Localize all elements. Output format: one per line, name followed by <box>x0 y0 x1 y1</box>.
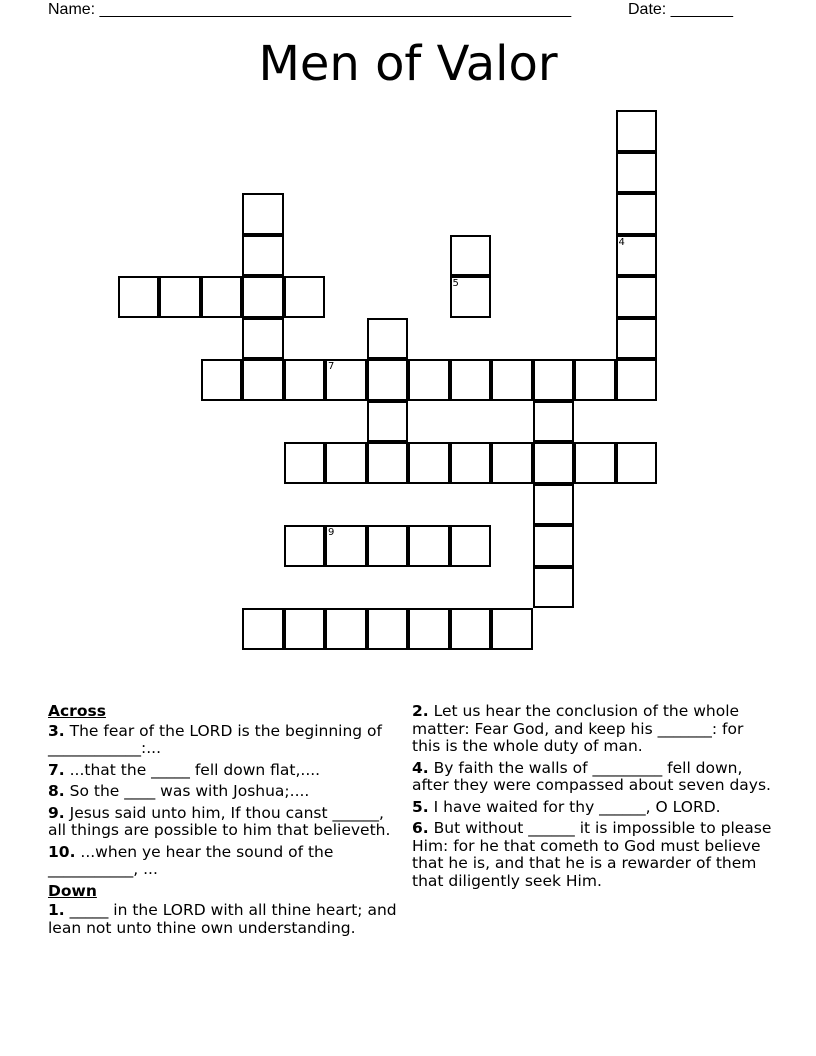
down-clue-1 <box>48 902 398 937</box>
grid-cell[interactable] <box>284 359 326 401</box>
grid-cell[interactable] <box>325 608 367 650</box>
grid-cell[interactable] <box>616 359 658 401</box>
clue-text: The fear of the LORD is the beginning of ____________:... <box>48 721 382 757</box>
clue-number: 5. <box>412 797 429 816</box>
grid-cell[interactable] <box>367 525 409 567</box>
grid-cell[interactable] <box>367 608 409 650</box>
grid-cell[interactable] <box>242 276 284 318</box>
across-heading: Across <box>48 702 106 720</box>
clue-text: ...when ye hear the sound of the ___________, ... <box>48 842 334 878</box>
grid-cell[interactable] <box>242 608 284 650</box>
date-label: Date: <box>628 1 667 18</box>
cell-number: 9 <box>328 527 335 538</box>
across-clue-8 <box>48 783 398 801</box>
clue-number: 6. <box>412 819 429 837</box>
grid-cell[interactable] <box>408 525 450 567</box>
across-clue-9 <box>48 805 398 840</box>
grid-cell[interactable] <box>367 359 409 401</box>
grid-cell[interactable] <box>450 235 492 277</box>
grid-cell[interactable] <box>201 359 243 401</box>
clue-number: 2. <box>412 702 429 720</box>
clue-text: Let us hear the conclusion of the whole matter: Fear God, and keep his _______: for this is the whole duty of man. <box>412 702 744 755</box>
clues-left-column <box>48 703 398 941</box>
grid-cell[interactable] <box>533 359 575 401</box>
date-line: _______ <box>670 1 733 18</box>
grid-cell[interactable] <box>574 442 616 484</box>
grid-cell[interactable] <box>284 608 326 650</box>
grid-cell[interactable] <box>616 276 658 318</box>
grid-cell[interactable] <box>491 359 533 401</box>
across-clue-list <box>48 723 398 879</box>
clue-text: So the ____ was with Joshua;.... <box>69 782 310 800</box>
name-line: _____________________________________________________ <box>99 1 572 18</box>
grid-cell[interactable] <box>491 608 533 650</box>
clue-number: 8. <box>48 782 65 800</box>
clue-number: 10. <box>48 842 76 861</box>
grid-cell[interactable] <box>616 442 658 484</box>
grid-cell[interactable] <box>325 442 367 484</box>
down-clue-6 <box>412 820 772 890</box>
grid-cell[interactable] <box>408 608 450 650</box>
grid-cell[interactable] <box>450 525 492 567</box>
grid-cell[interactable] <box>533 484 575 526</box>
down-clue-4 <box>412 760 772 795</box>
clue-number: 1. <box>48 901 65 919</box>
clue-text: By faith the walls of _________ fell down, after they were compassed about seven days. <box>412 758 771 794</box>
grid-cell[interactable] <box>616 152 658 194</box>
grid-cell[interactable] <box>159 276 201 318</box>
grid-cell[interactable] <box>201 276 243 318</box>
grid-cell[interactable] <box>491 442 533 484</box>
grid-cell[interactable] <box>408 359 450 401</box>
grid-cell[interactable] <box>284 276 326 318</box>
grid-cell[interactable] <box>367 318 409 360</box>
cell-number: 4 <box>618 236 625 248</box>
clue-number: 7. <box>48 760 65 779</box>
grid-cell[interactable] <box>242 235 284 277</box>
clue-text: I have waited for thy ______, O LORD. <box>433 797 721 816</box>
grid-cell[interactable] <box>118 276 160 318</box>
grid-cell[interactable] <box>574 359 616 401</box>
grid-cell[interactable] <box>284 442 326 484</box>
clue-text: _____ in the LORD with all thine heart; and lean not unto thine own understanding. <box>48 901 397 937</box>
grid-cell[interactable] <box>325 525 367 567</box>
grid-cell[interactable] <box>242 318 284 360</box>
across-clue-7 <box>48 762 398 780</box>
page-title: Men of Valor <box>258 36 558 92</box>
name-label: Name: <box>48 1 96 18</box>
clue-text: Jesus said unto him, If thou canst ______, all things are possible to him that believeth. <box>48 803 391 839</box>
grid-cell[interactable] <box>367 401 409 443</box>
grid-cell[interactable] <box>533 525 575 567</box>
down-heading: Down <box>48 881 97 900</box>
grid-cell[interactable] <box>367 442 409 484</box>
grid-cell[interactable] <box>408 442 450 484</box>
grid-cell[interactable] <box>616 235 658 277</box>
grid-cell[interactable] <box>616 193 658 235</box>
grid-cell[interactable] <box>450 608 492 650</box>
across-clue-3 <box>48 723 398 758</box>
down-clue-5 <box>412 799 772 817</box>
cell-number: 5 <box>452 278 459 289</box>
grid-cell[interactable] <box>533 567 575 609</box>
cell-number: 7 <box>328 361 335 372</box>
grid-cell[interactable] <box>533 401 575 443</box>
grid-cell[interactable] <box>533 442 575 484</box>
grid-cell[interactable] <box>284 525 326 567</box>
grid-cell[interactable] <box>450 442 492 484</box>
clue-number: 4. <box>412 758 429 777</box>
down-clue-2 <box>412 703 772 756</box>
clue-number: 3. <box>48 721 65 740</box>
clues-right-column <box>412 703 772 894</box>
grid-cell[interactable] <box>242 193 284 235</box>
grid-cell[interactable] <box>450 359 492 401</box>
grid-cell[interactable] <box>450 276 492 318</box>
across-clue-10 <box>48 844 398 879</box>
clue-number: 9. <box>48 803 65 822</box>
clue-text: ...that the _____ fell down flat,.... <box>69 760 321 779</box>
grid-cell[interactable] <box>242 359 284 401</box>
grid-cell[interactable] <box>616 110 658 152</box>
grid-cell[interactable] <box>325 359 367 401</box>
grid-cell[interactable] <box>616 318 658 360</box>
clue-text: But without ______ it is impossible to please Him: for he that cometh to God must believe that he is, and that he is a rewarder of them that diligently seek Him. <box>412 819 772 890</box>
